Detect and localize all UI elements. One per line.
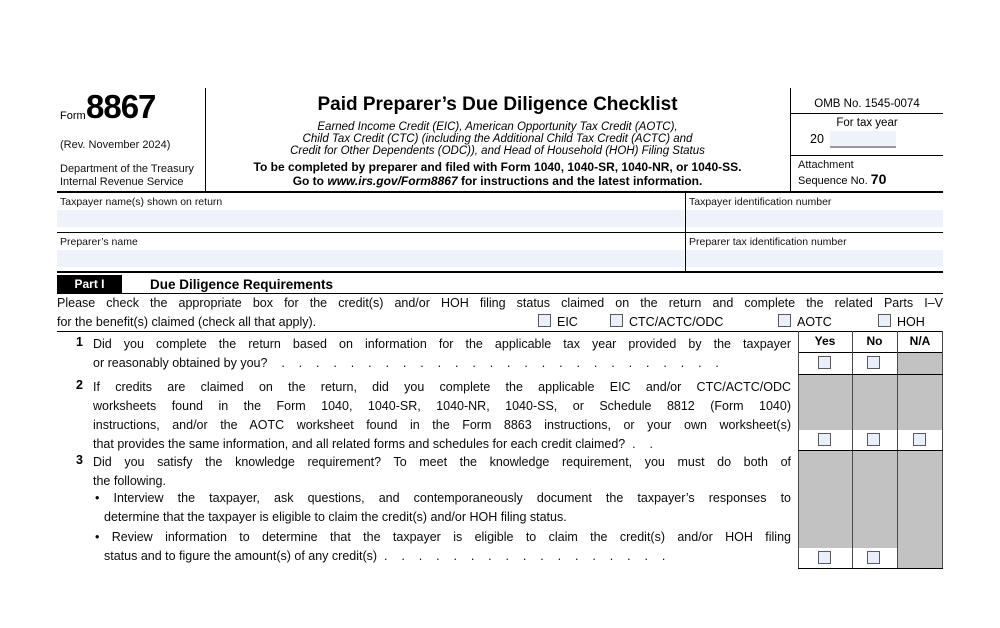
divider <box>205 88 206 191</box>
preparer-name-input[interactable] <box>57 250 684 267</box>
hoh-checkbox-label: HOH <box>897 315 925 329</box>
q3-yes-filler-cell <box>799 451 852 548</box>
aotc-checkbox[interactable] <box>778 314 791 327</box>
question-2-text: If credits are claimed on the return, did you complete the applicable EIC and/or CTC/ACTC/ODC worksheets found in the Form 1040, 1040-SR, 1040-NR, 1040-SS, or Schedule 8812 (Form 1040) instructions, and/or the AOTC worksheet found in the Form 8863 instructions, or your own worksheet(s) that provides the same information, and all related forms and schedules for each credit claimed? . . <box>93 380 791 451</box>
q1-na-shaded-cell <box>898 352 943 374</box>
form-subtitle-line1: Earned Income Credit (EIC), American Opportunity Tax Credit (AOTC), <box>317 121 678 133</box>
taxpayer-name-input[interactable] <box>57 210 684 227</box>
aotc-checkbox-label: AOTC <box>797 315 832 329</box>
question-3-number: 3 <box>76 453 83 467</box>
divider <box>685 192 686 271</box>
q2-na-filler-cell <box>898 375 943 430</box>
tax-year-prefix: 20 <box>810 132 824 146</box>
goto-prefix: Go to <box>292 174 328 188</box>
form-revision: (Rev. November 2024) <box>60 139 171 151</box>
question-1-number: 1 <box>76 335 83 349</box>
agency-label: Internal Revenue Service <box>60 176 184 188</box>
divider <box>798 450 943 451</box>
q2-no-checkbox[interactable] <box>867 433 880 446</box>
q2-yes-filler-cell <box>799 375 852 430</box>
q2-yes-checkbox[interactable] <box>818 433 831 446</box>
q3-na-shaded-cell <box>898 451 943 568</box>
part1-title: Due Diligence Requirements <box>150 277 334 292</box>
filed-with-instruction: To be completed by preparer and filed with Form 1040, 1040-SR, 1040-NR, or 1040-SS. <box>253 160 742 174</box>
q1-no-checkbox[interactable] <box>867 356 880 369</box>
question-3-text: Did you satisfy the knowledge requirement? To meet the knowledge requirement, you must do both of the following. <box>93 455 791 488</box>
column-header-yes: Yes <box>814 334 836 348</box>
attachment-label: Attachment <box>798 159 854 171</box>
hoh-checkbox[interactable] <box>878 314 891 327</box>
form-subtitle-line2: Child Tax Credit (CTC) (including the Additional Child Tax Credit (ACTC) and <box>302 133 693 145</box>
taxpayer-tin-label: Taxpayer identification number <box>689 196 832 208</box>
taxpayer-name-label: Taxpayer name(s) shown on return <box>60 196 223 208</box>
question-1-text: Did you complete the return based on information for the applicable tax year provided by the taxpayer or reasonably obtained by you? . . . . . . . . . . . . . . . . . . . . . . . . . . <box>93 337 791 370</box>
eic-checkbox-label: EIC <box>557 315 578 329</box>
divider <box>790 155 943 156</box>
part1-intro-line1: Please check the appropriate box for the credit(s) and/or HOH filing status claimed on the return and complete the related Parts I–V <box>57 296 943 310</box>
divider <box>798 568 943 569</box>
question-3-bullet-1: • Interview the taxpayer, ask questions, and contemporaneously document the taxpayer’s responses to determine that the taxpayer is eligible to claim the credit(s) and/or HOH filing status. <box>95 491 791 524</box>
divider <box>57 331 943 332</box>
form-number: 8867 <box>86 88 156 125</box>
q2-na-checkbox[interactable] <box>913 433 926 446</box>
divider <box>57 191 943 193</box>
divider <box>57 293 943 294</box>
ctc-actc-odc-checkbox-label: CTC/ACTC/ODC <box>629 315 724 329</box>
goto-suffix: for instructions and the latest information. <box>457 174 703 188</box>
q3-no-checkbox[interactable] <box>867 551 880 564</box>
column-header-na: N/A <box>909 334 931 348</box>
sequence-number: 70 <box>870 171 887 187</box>
department-label: Department of the Treasury <box>60 163 194 175</box>
preparer-tin-label: Preparer tax identification number <box>689 236 847 248</box>
q3-no-filler-cell <box>853 451 897 548</box>
omb-number: OMB No. 1545-0074 <box>814 98 920 110</box>
goto-instruction <box>207 174 788 188</box>
divider <box>798 374 943 375</box>
tax-year-label: For tax year <box>836 117 898 129</box>
taxpayer-tin-input[interactable] <box>686 210 943 227</box>
divider <box>790 88 791 191</box>
irs-form-url: www.irs.gov/Form8867 <box>327 174 458 188</box>
tax-year-input[interactable] <box>830 131 896 148</box>
divider <box>57 271 943 273</box>
form-title: Paid Preparer’s Due Diligence Checklist <box>317 94 678 115</box>
eic-checkbox[interactable] <box>538 314 551 327</box>
q1-yes-checkbox[interactable] <box>818 356 831 369</box>
q2-no-filler-cell <box>853 375 897 430</box>
preparer-tin-input[interactable] <box>686 250 943 267</box>
question-2-number: 2 <box>76 378 83 392</box>
form-word-label: Form <box>60 110 86 122</box>
question-3-bullet-2: • Review information to determine that the taxpayer is eligible to claim the credit(s) and/or HOH filing status and to figure the amount(s) of any credit(s) . . . . . . . . . . . . . . . . . <box>95 530 791 563</box>
divider <box>798 352 943 353</box>
ctc-actc-odc-checkbox[interactable] <box>610 314 623 327</box>
column-header-no: No <box>866 334 883 348</box>
divider <box>790 113 943 114</box>
sequence-label: Sequence No. 70 <box>798 171 887 187</box>
preparer-name-label: Preparer’s name <box>60 236 138 248</box>
divider <box>57 232 943 233</box>
q3-yes-checkbox[interactable] <box>818 551 831 564</box>
part1-intro-line2: for the benefit(s) claimed (check all that apply). <box>57 315 317 329</box>
form-subtitle-line3: Credit for Other Dependents (ODC)), and Head of Household (HOH) Filing Status <box>290 145 705 157</box>
part1-label: Part I <box>57 275 122 293</box>
